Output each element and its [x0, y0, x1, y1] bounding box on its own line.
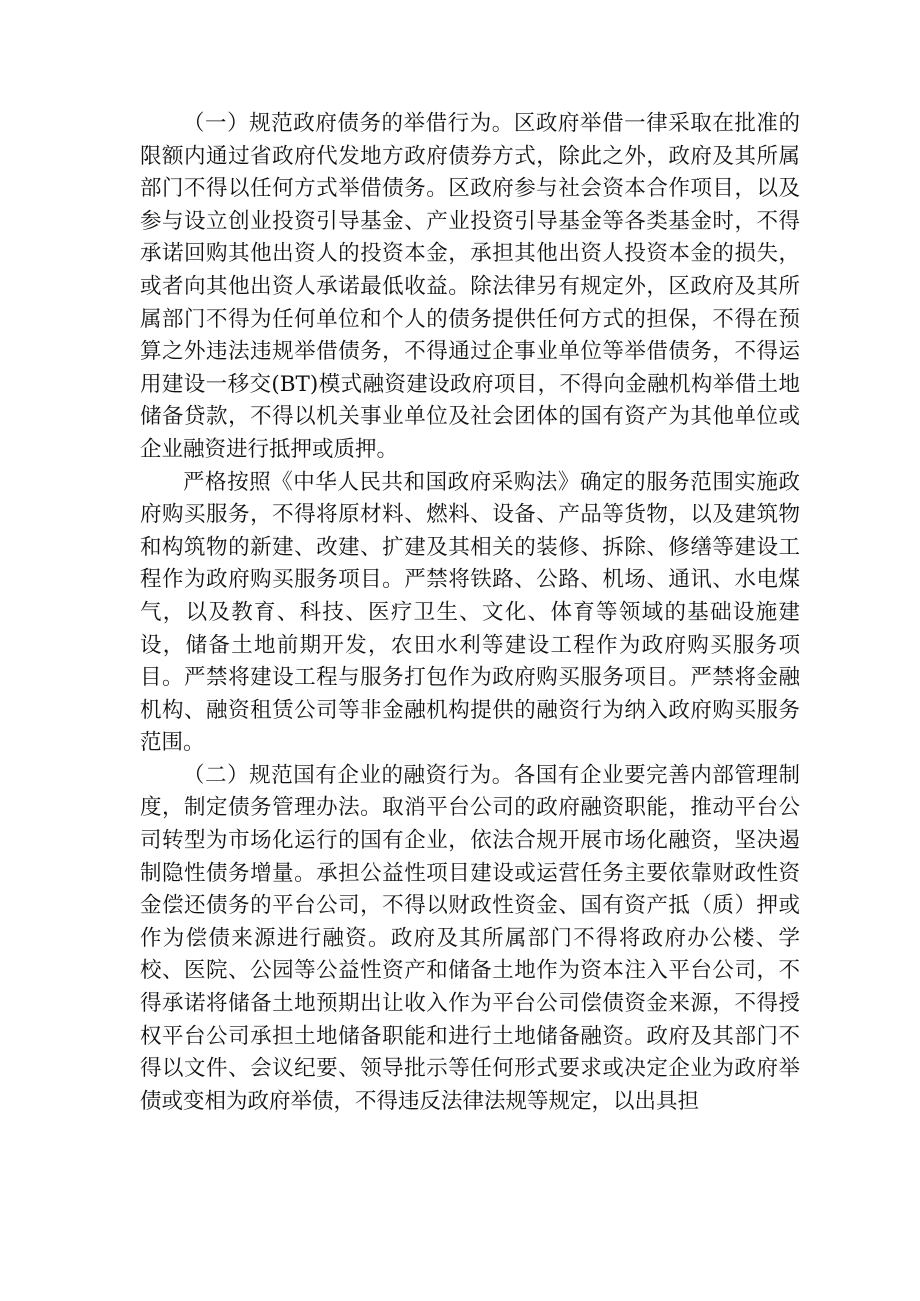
paragraph-government-debt: （一）规范政府债务的举借行为。区政府举借一律采取在批准的限额内通过省政府代发地方政府债券方式，除此之外，政府及其所属部门不得以任何方式举借债务。区政府参与社会资本合作项目，以及参与设立创业投资引导基金、产业投资引导基金等各类基金时，不得承诺回购其他出资人的投资本金，承担其他出资人投资本金的损失，或者向其他出资人承诺最低收益。除法律另有规定外，区政府及其所属部门不得为任何单位和个人的债务提供任何方式的担保，不得在预算之外违法违规举借债务，不得通过企事业单位等举借债务，不得运用建设一移交(BT)模式融资建设政府项目，不得向金融机构举借土地储备贷款，不得以机关事业单位及社会团体的国有资产为其他单位或企业融资进行抵押或质押。	[140, 111, 800, 462]
document-body	[140, 108, 800, 1118]
paragraph-government-procurement: 严格按照《中华人民共和国政府采购法》确定的服务范围实施政府购买服务，不得将原材料、燃料、设备、产品等货物，以及建筑物和构筑物的新建、改建、扩建及其相关的装修、拆除、修缮等建设工程作为政府购买服务项目。严禁将铁路、公路、机场、通讯、水电煤气，以及教育、科技、医疗卫生、文化、体育等领域的基础设施建设，储备土地前期开发，农田水利等建设工程作为政府购买服务项目。严禁将建设工程与服务打包作为政府购买服务项目。严禁将金融机构、融资租赁公司等非金融机构提供的融资行为纳入政府购买服务范围。	[140, 469, 800, 756]
paragraph-state-enterprise-financing: （二）规范国有企业的融资行为。各国有企业要完善内部管理制度，制定债务管理办法。取消平台公司的政府融资职能，推动平台公司转型为市场化运行的国有企业，依法合规开展市场化融资，坚决遏制隐性债务增量。承担公益性项目建设或运营任务主要依靠财政性资金偿还债务的平台公司，不得以财政性资金、国有资产抵（质）押或作为偿债来源进行融资。政府及其所属部门不得将政府办公楼、学校、医院、公园等公益性资产和储备土地作为资本注入平台公司，不得承诺将储备土地预期出让收入作为平台公司偿债资金来源，不得授权平台公司承担土地储备职能和进行土地储备融资。政府及其部门不得以文件、会议纪要、领导批示等任何形式要求或决定企业为政府举债或变相为政府举债，不得违反法律法规等规定，以出具担	[140, 762, 800, 1114]
